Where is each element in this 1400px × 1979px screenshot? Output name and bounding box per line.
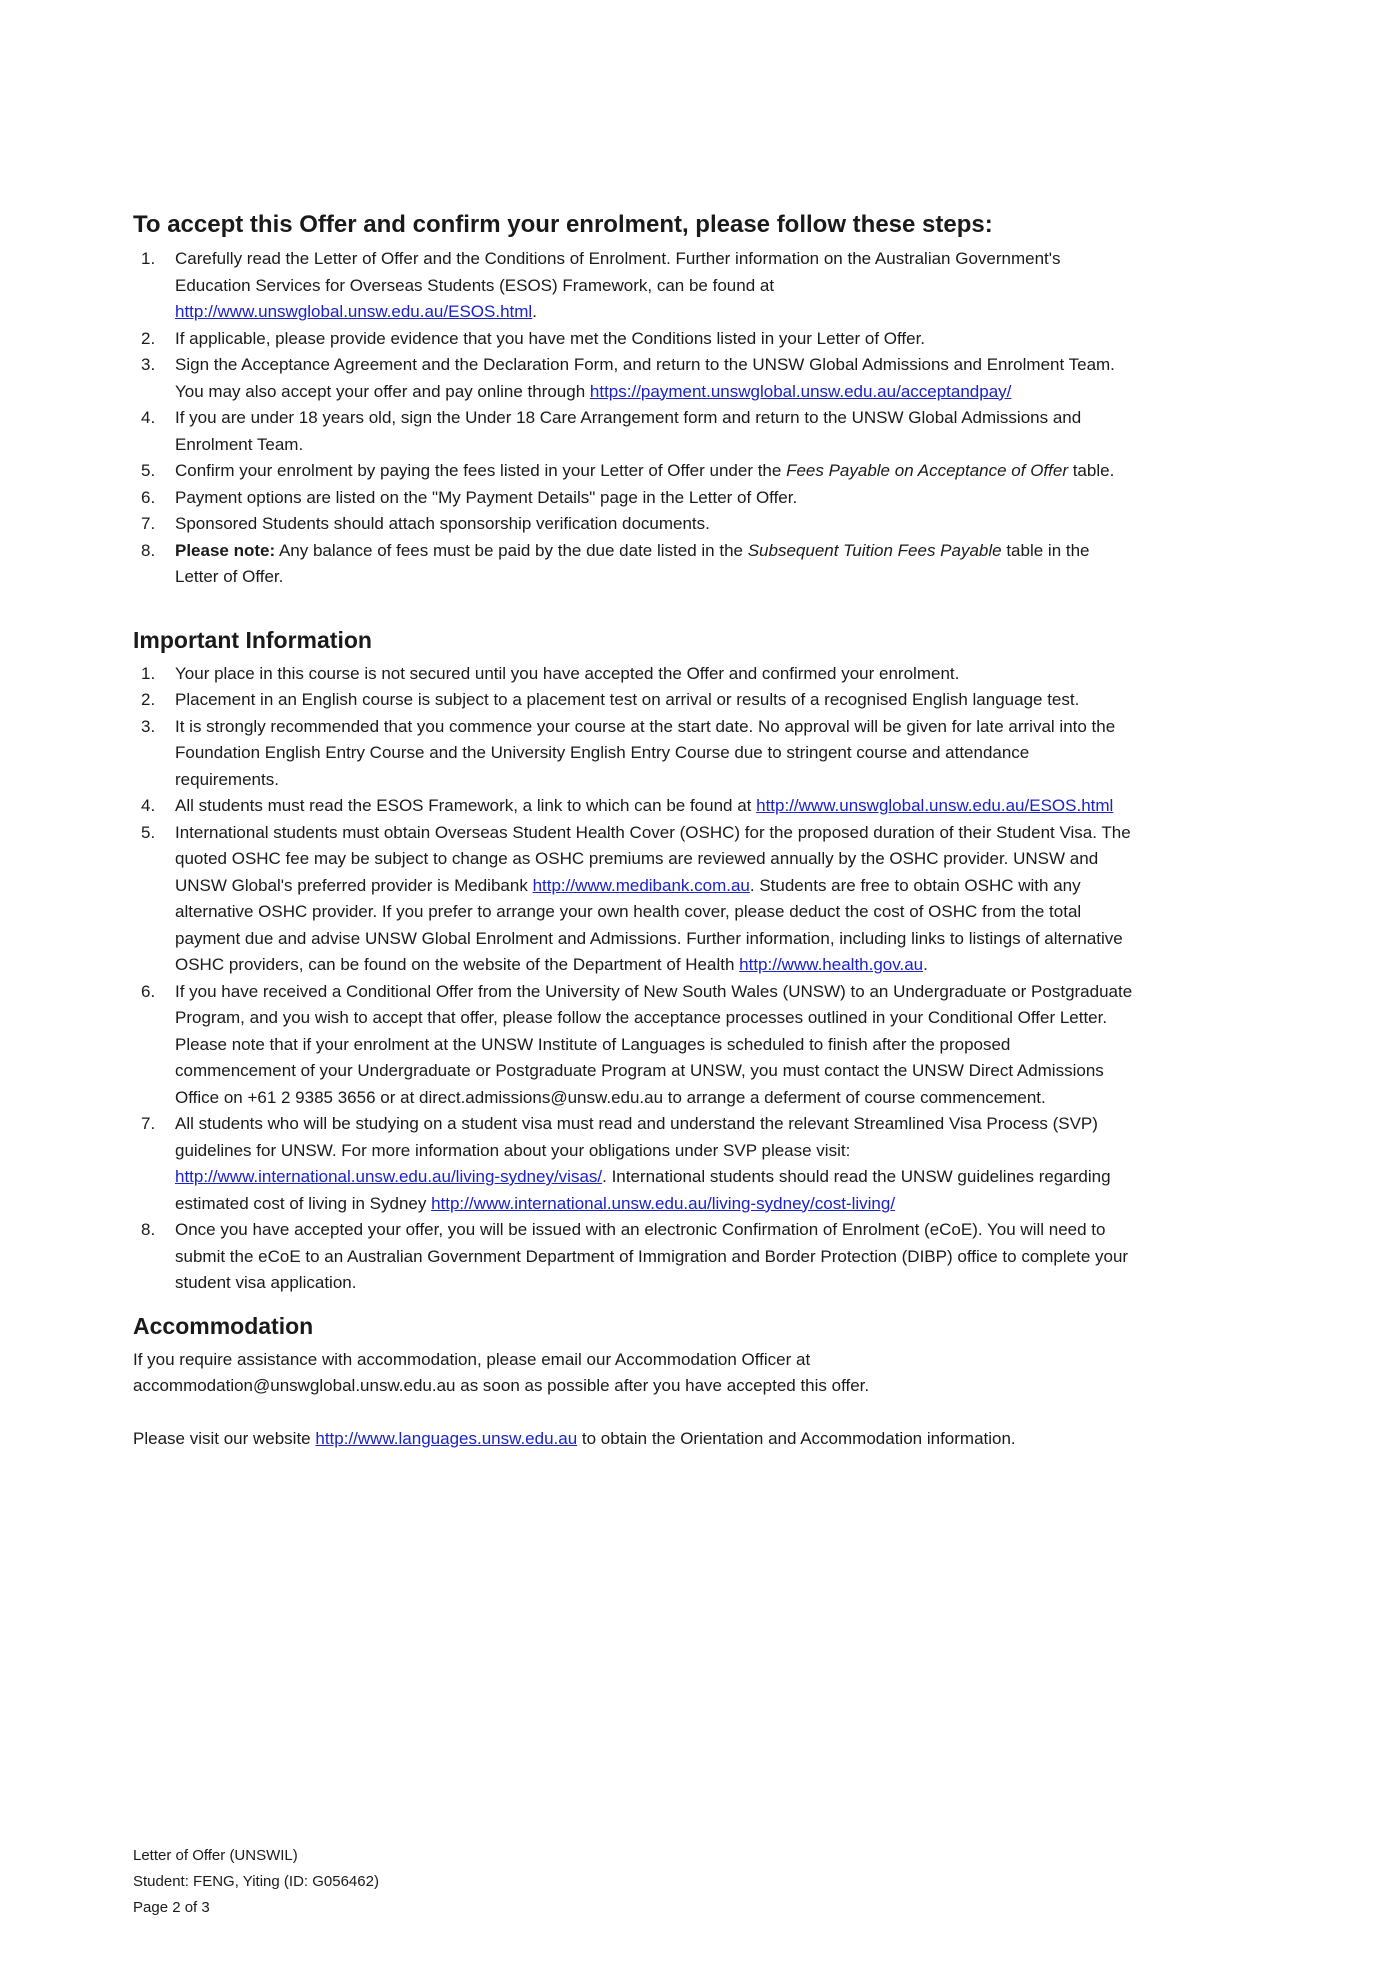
accommodation-paragraph: If you require assistance with accommodation, please email our Accommodation Officer at accommodation@unswglobal.unsw.edu.au as soon as possible after you have accepted this offer. — [133, 1349, 870, 1395]
list-item: 7. All students who will be studying on a student visa must read and understand the relevant Streamlined Visa Process (SVP) guidelines for UNSW. For more information about your obligations under SVP please visit: http://www.international.unsw.edu.au/living-sydney/visas/. International students should read the UNSW guidelines regarding estimated cost of living in Sydney http://www.international.unsw.edu.au/living-sydney/cost-living/ — [141, 1114, 1111, 1213]
steps-list — [133, 246, 1133, 591]
list-item: 8. Please note: Any balance of fees must be paid by the due date listed in the Subsequent Tuition Fees Payable table in the Letter of Offer. — [141, 540, 1090, 586]
steps-heading: To accept this Offer and confirm your enrolment, please follow these steps: — [133, 211, 993, 238]
footer-student: Student: FENG, Yiting (ID: G056462) — [133, 1873, 379, 1890]
list-item: 5. International students must obtain Overseas Student Health Cover (OSHC) for the proposed duration of their Student Visa. The quoted OSHC fee may be subject to change as OSHC premiums are reviewed annually by the OSHC provider. UNSW and UNSW Global's preferred provider is Medibank http://www.medibank.com.au. Students are free to obtain OSHC with any alternative OSHC provider. If you prefer to arrange your own health cover, please deduct the cost of OSHC from the total payment due and advise UNSW Global Enrolment and Admissions. Further information, including links to listings of alternative OSHC providers, can be found on the website of the Department of Health http://www.health.gov.au. — [141, 822, 1131, 974]
cost-living-link[interactable]: http://www.international.unsw.edu.au/living-sydney/cost-living/ — [431, 1193, 896, 1213]
visas-link[interactable]: http://www.international.unsw.edu.au/living-sydney/visas/ — [175, 1167, 603, 1186]
important-list — [133, 661, 1133, 1297]
languages-website-link[interactable]: http://www.languages.unsw.edu.au — [315, 1428, 578, 1448]
esos-framework-link[interactable]: http://www.unswglobal.unsw.edu.au/ESOS.html — [756, 796, 1114, 815]
list-item: 4. If you are under 18 years old, sign the Under 18 Care Arrangement form and return to the UNSW Global Admissions and Enrolment Team. — [141, 408, 1082, 454]
list-item: 6. Payment options are listed on the "My Payment Details" page in the Letter of Offer. — [141, 487, 798, 507]
accept-and-pay-link[interactable]: https://payment.unswglobal.unsw.edu.au/acceptandpay/ — [589, 381, 1012, 401]
list-item: 8. Once you have accepted your offer, you will be issued with an electronic Confirmation of Enrolment (eCoE). You will need to submit the eCoE to an Australian Government Department of Immigration and Border Protection (DIBP) office to complete your student visa application. — [141, 1220, 1129, 1292]
list-item: 3. Sign the Acceptance Agreement and the Declaration Form, and return to the UNSW Global Admissions and Enrolment Team. You may also accept your offer and pay online through https://payment.unswglobal.unsw.edu.au/acceptandpay/ — [141, 355, 1115, 401]
medibank-link[interactable]: http://www.medibank.com.au — [532, 875, 750, 895]
list-item: 2. Placement in an English course is subject to a placement test on arrival or results of a recognised English language test. — [141, 690, 1080, 709]
list-item: 1. Carefully read the Letter of Offer and the Conditions of Enrolment. Further information on the Australian Government's Education Services for Overseas Students (ESOS) Framework, can be found at http://www.unswglobal.unsw.edu.au/ESOS.html. — [141, 249, 1061, 321]
page-footer — [133, 1843, 379, 1921]
accommodation-heading: Accommodation — [133, 1312, 314, 1339]
document-page — [133, 210, 1133, 1452]
list-item: 1. Your place in this course is not secured until you have accepted the Offer and confirmed your enrolment. — [141, 663, 960, 683]
list-item: 4. All students must read the ESOS Framework, a link to which can be found at http://www.unswglobal.unsw.edu.au/ESOS.html — [141, 796, 1114, 815]
footer-document-name: Letter of Offer (UNSWIL) — [133, 1847, 298, 1864]
footer-page-number: Page 2 of 3 — [133, 1899, 210, 1916]
esos-link[interactable]: http://www.unswglobal.unsw.edu.au/ESOS.html — [175, 302, 533, 321]
list-item: 5. Confirm your enrolment by paying the fees listed in your Letter of Offer under the Fees Payable on Acceptance of Offer table. — [141, 461, 1115, 480]
list-item: 2. If applicable, please provide evidence that you have met the Conditions listed in your Letter of Offer. — [141, 328, 926, 348]
list-item: 7. Sponsored Students should attach sponsorship verification documents. — [141, 514, 710, 533]
list-item: 3. It is strongly recommended that you commence your course at the start date. No approval will be given for late arrival into the Foundation English Entry Course and the University English Entry Course due to stringent course and attendance requirements. — [141, 716, 1116, 789]
important-heading: Important Information — [133, 626, 372, 653]
website-paragraph: Please visit our website http://www.languages.unsw.edu.au to obtain the Orientation and Accommodation information. — [133, 1428, 1016, 1448]
health-gov-link[interactable]: http://www.health.gov.au — [739, 955, 924, 974]
list-item: 6. If you have received a Conditional Offer from the University of New South Wales (UNSW) to an Undergraduate or Postgraduate Program, and you wish to accept that offer, please follow the acceptance processes outlined in your Conditional Offer Letter. Please note that if your enrolment at the UNSW Institute of Languages is scheduled to finish after the proposed commencement of your Undergraduate or Postgraduate Program at UNSW, you must contact the UNSW Direct Admissions Office on +61 2 9385 3656 or at direct.admissions@unsw.edu.au to arrange a deferment of course commencement. — [141, 981, 1133, 1107]
